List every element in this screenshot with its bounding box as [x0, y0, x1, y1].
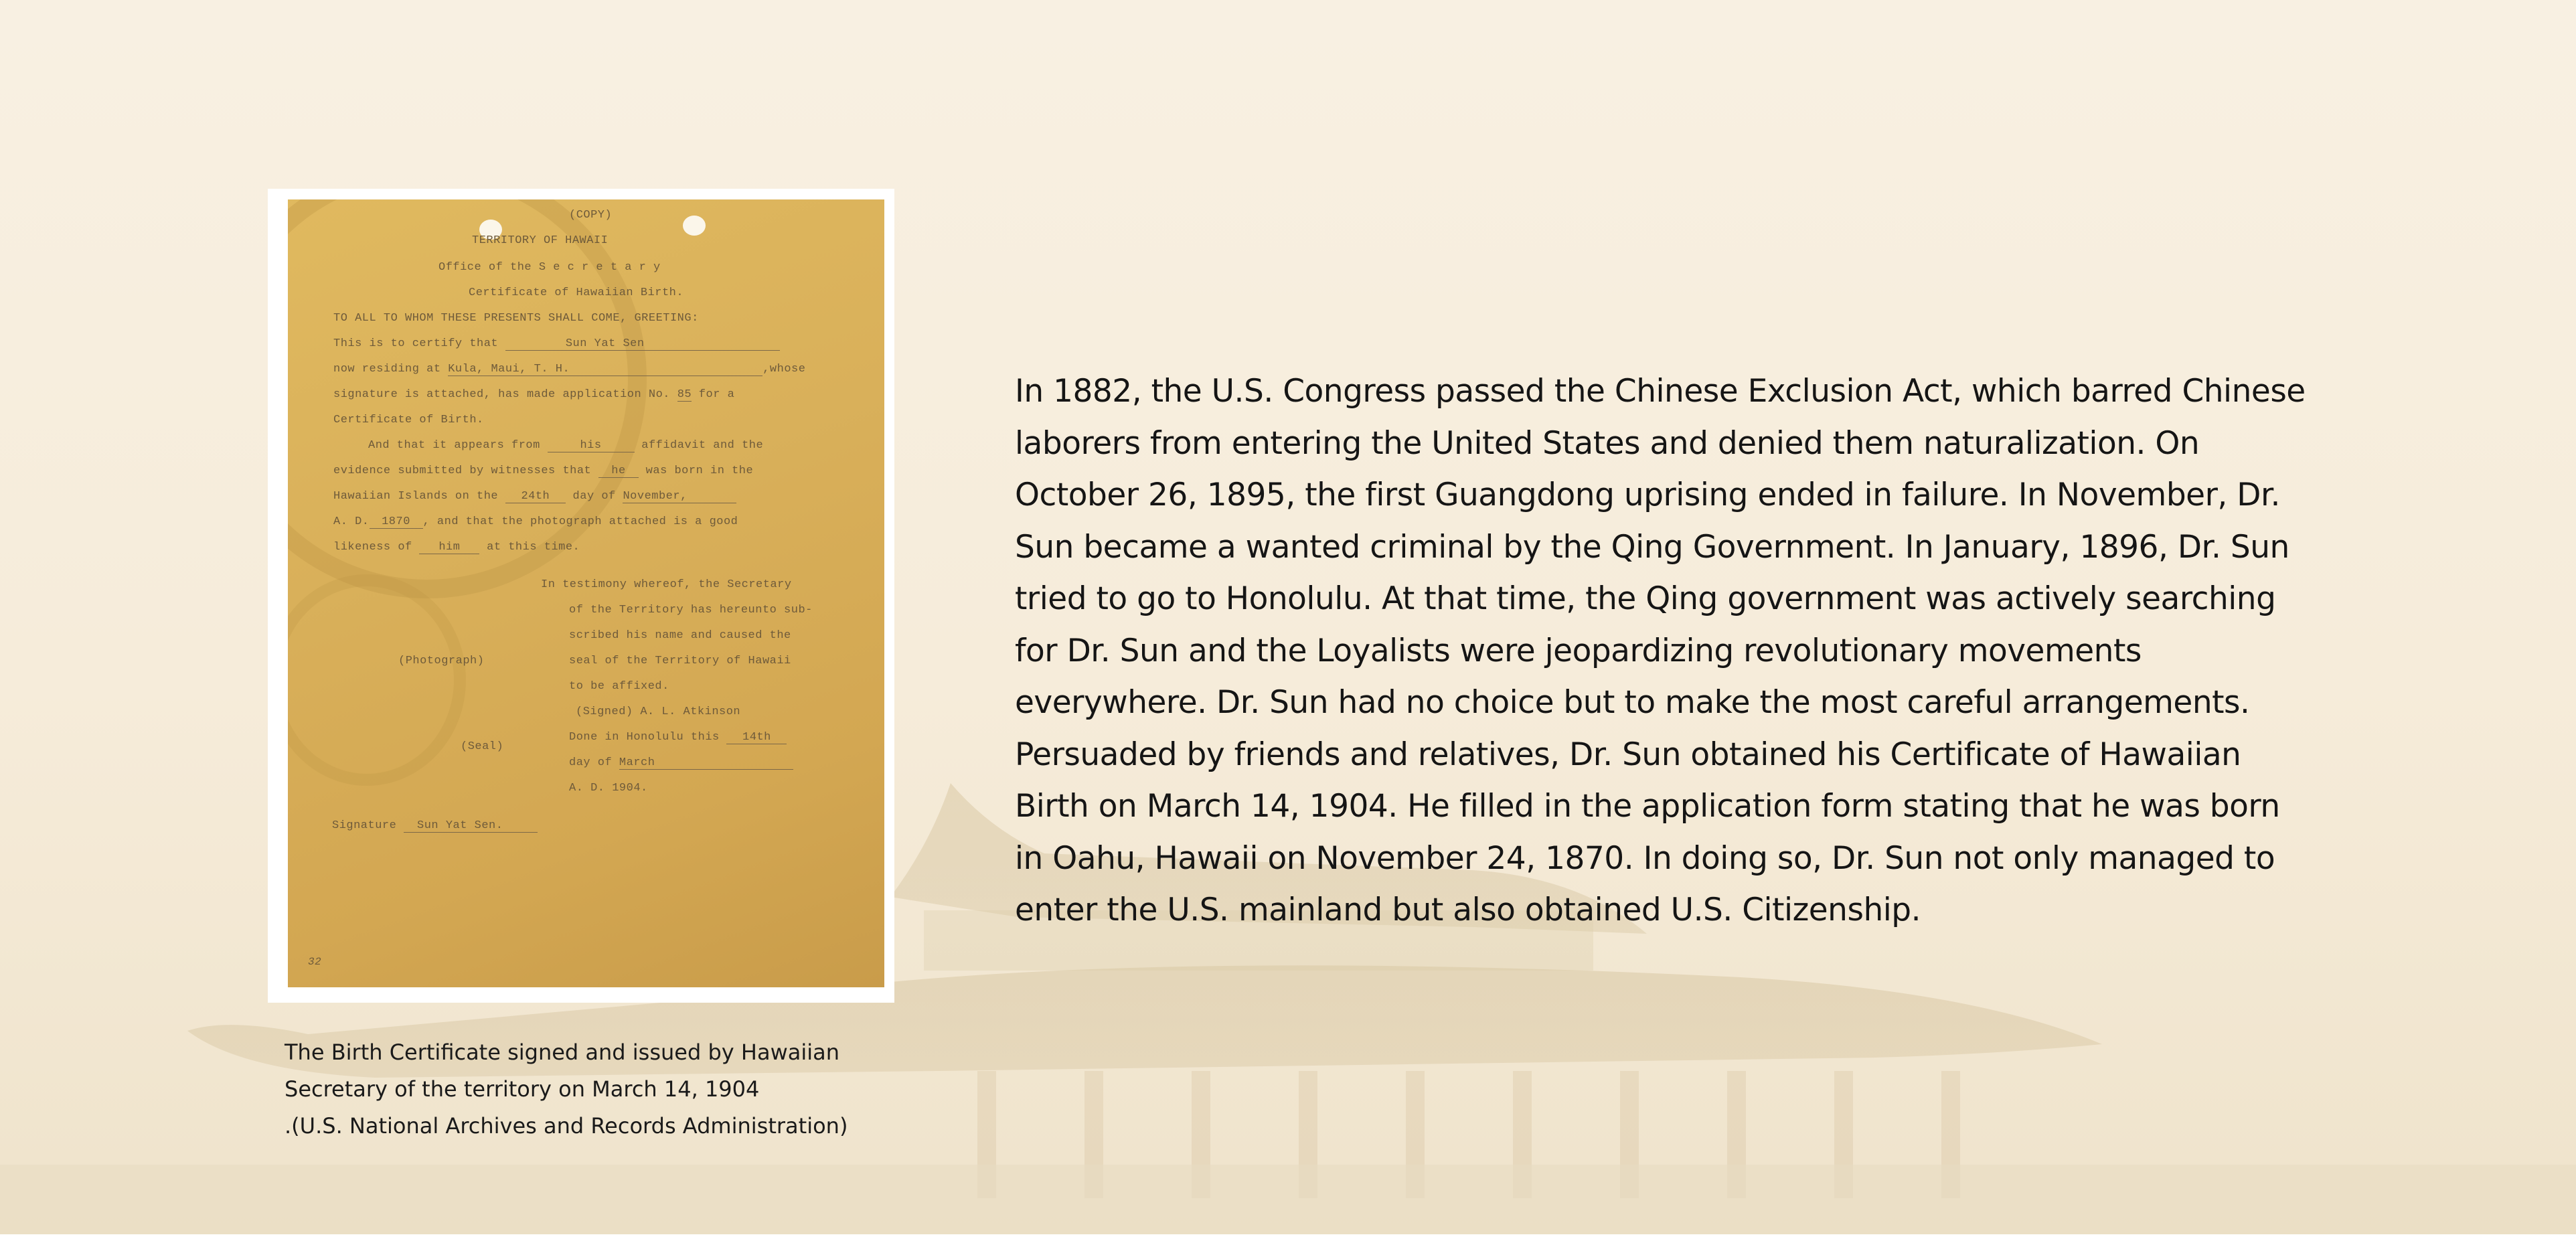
body-line: Persuaded by friends and relatives, Dr. Sun obtained his Certificate of Hawaiian	[1015, 736, 2241, 773]
doc-testimony-4: seal of the Territory of Hawaii	[569, 655, 791, 667]
doc-certificate-title: Certificate of Hawaiian Birth.	[469, 286, 684, 299]
body-line: In 1882, the U.S. Congress passed the Chinese Exclusion Act, which barred Chinese	[1015, 373, 2306, 410]
doc-text: Signature	[332, 819, 397, 832]
doc-islands-line	[333, 490, 736, 503]
doc-photograph-label: (Photograph)	[398, 655, 485, 667]
doc-page-mark: 32	[308, 956, 322, 968]
doc-cert-of-birth: Certificate of Birth.	[333, 414, 484, 426]
doc-territory: TERRITORY OF HAWAII	[472, 234, 609, 247]
body-line: in Oahu, Hawaii on November 24, 1870. In doing so, Dr. Sun not only managed to	[1015, 839, 2275, 877]
body-line: tried to go to Honolulu. At that time, the Qing government was actively searching	[1015, 580, 2276, 617]
doc-certify-line	[333, 337, 780, 351]
body-line: enter the U.S. mainland but also obtained U.S. Citizenship.	[1015, 892, 1921, 928]
doc-testimony-2: of the Territory has hereunto sub-	[569, 604, 813, 616]
doc-text: evidence submitted by witnesses that	[333, 465, 592, 477]
doc-done-day: 14th	[726, 731, 787, 744]
doc-he: he	[598, 465, 639, 478]
exhibit-body-text	[1015, 365, 2306, 936]
body-line: Sun became a wanted criminal by the Qing Government. In January, 1896, Dr. Sun	[1015, 528, 2289, 566]
photo-caption	[285, 1034, 887, 1145]
doc-text: was born in the	[645, 465, 754, 477]
doc-year: 1870	[370, 515, 423, 529]
doc-text: signature is attached, has made application No.	[333, 388, 670, 401]
doc-text: day of	[569, 756, 613, 769]
doc-text: at this time.	[487, 541, 580, 554]
caption-line: The Birth Certificate signed and issued by Hawaiian	[285, 1040, 840, 1065]
doc-ad-1904: A. D. 1904.	[569, 782, 648, 795]
doc-app-number: 85	[677, 388, 692, 401]
birth-certificate-photo	[288, 199, 884, 987]
doc-seal-label: (Seal)	[461, 740, 504, 753]
doc-text: ,whose	[762, 363, 806, 376]
doc-testimony-5: to be affixed.	[569, 680, 669, 693]
body-line: Birth on March 14, 1904. He filled in the application form stating that he was born	[1015, 788, 2280, 825]
doc-text: likeness of	[333, 541, 412, 554]
doc-evidence-line	[333, 465, 753, 478]
doc-text: And that it appears from	[368, 439, 540, 452]
caption-line: Secretary of the territory on March 14, 1904	[285, 1076, 760, 1102]
doc-text: Done in Honolulu this	[569, 731, 720, 744]
doc-text: , and that the photograph attached is a good	[422, 515, 738, 528]
body-line: laborers from entering the United States and denied them naturalization. On	[1015, 424, 2200, 462]
doc-residing-line	[333, 363, 805, 376]
doc-text: for a	[698, 388, 735, 401]
doc-office: Office of the S e c r e t a r y	[438, 261, 661, 274]
doc-his: his	[548, 439, 635, 452]
doc-day-of-line	[569, 756, 793, 770]
doc-signature-value: Sun Yat Sen.	[404, 819, 538, 833]
body-line: everywhere. Dr. Sun had no choice but to make the most careful arrangements.	[1015, 684, 2250, 721]
doc-signature-line	[333, 388, 734, 402]
doc-address: Kula, Maui, T. H.	[448, 363, 762, 376]
doc-likeness-line	[333, 541, 580, 554]
paper-stain	[288, 574, 466, 786]
bottom-margin	[0, 1234, 2576, 1245]
doc-greeting: TO ALL TO WHOM THESE PRESENTS SHALL COME, GREETING:	[333, 312, 699, 325]
doc-signature-row	[332, 819, 538, 833]
doc-month-2: March	[619, 756, 793, 770]
doc-text: A. D.	[333, 515, 370, 528]
doc-signed: (Signed) A. L. Atkinson	[576, 706, 741, 718]
doc-day-number: 24th	[505, 490, 566, 503]
caption-line: .(U.S. National Archives and Records Administration)	[285, 1113, 848, 1139]
doc-text: affidavit and the	[641, 439, 764, 452]
doc-copy: (COPY)	[569, 209, 613, 222]
doc-month: November,	[623, 490, 736, 503]
doc-done-line	[569, 731, 787, 744]
doc-testimony-3: scribed his name and caused the	[569, 629, 791, 642]
doc-name: Sun Yat Sen	[505, 337, 780, 351]
punch-hole	[683, 216, 706, 236]
doc-text: now residing at	[333, 363, 441, 376]
doc-text: Hawaiian Islands on the	[333, 490, 499, 503]
doc-appears-line	[368, 439, 763, 452]
doc-him: him	[419, 541, 479, 554]
body-line: October 26, 1895, the first Guangdong uprising ended in failure. In November, Dr.	[1015, 477, 2280, 513]
body-line: for Dr. Sun and the Loyalists were jeopardizing revolutionary movements	[1015, 632, 2142, 669]
doc-testimony-1: In testimony whereof, the Secretary	[541, 578, 792, 591]
doc-text: This is to certify that	[333, 337, 499, 350]
doc-text: day of	[572, 490, 616, 503]
doc-ad-line	[333, 515, 738, 529]
